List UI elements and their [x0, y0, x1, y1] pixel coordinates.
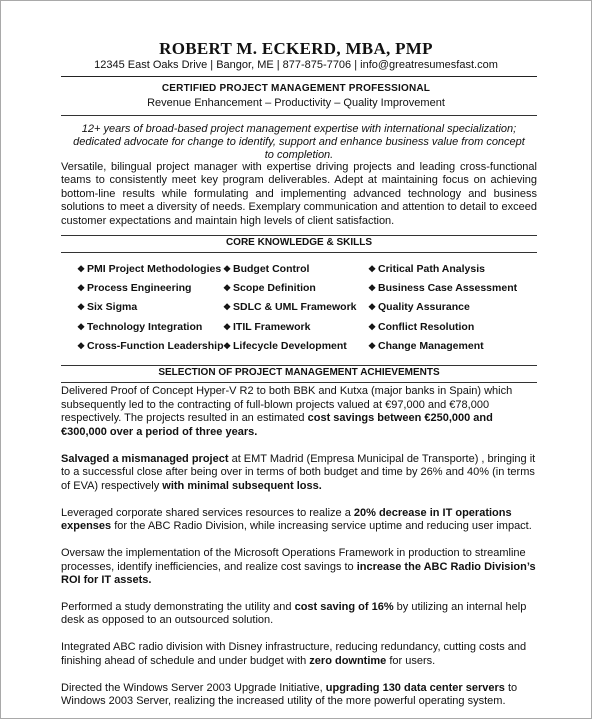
summary-highlight-line1: 12+ years of broad-based project management expertise with international specialization; [81, 123, 517, 135]
skills-column-2 [223, 263, 357, 359]
diamond-bullet-icon: ❖ [223, 340, 232, 351]
skills-heading: CORE KNOWLEDGE & SKILLS [225, 237, 373, 248]
skill-item: ❖ Cross-Function Leadership [77, 339, 224, 352]
achievements-bottom-divider [61, 382, 537, 383]
skill-item: ❖ Conflict Resolution [368, 320, 475, 333]
skill-item: ❖ Scope Definition [223, 282, 316, 295]
skill-item: ❖ Technology Integration [77, 320, 203, 333]
skill-item: ❖ Quality Assurance [368, 301, 470, 314]
diamond-bullet-icon: ❖ [77, 283, 86, 294]
diamond-bullet-icon: ❖ [368, 321, 377, 332]
skill-item: ❖ Process Engineering [77, 282, 192, 295]
achievement-item: Performed a study demonstrating the utility and cost saving of 16% by utilizing an internal help desk as opposed to an outsourced solution. [61, 600, 527, 627]
achievements-list [61, 385, 537, 722]
diamond-bullet-icon: ❖ [368, 264, 377, 274]
achievement-item: Delivered Proof of Concept Hyper-V R2 to both BBK and Kutxa (major banks in Spain) which subsequently led to the contracting of full-blown projects valued at €97,000 and €78,000 respectively. The projects resulted in an estimated cost savings between €250,000 and €300,000 over a period of three years. [61, 385, 513, 438]
skill-item: ❖ Business Case Assessment [368, 282, 518, 295]
tagline-divider [61, 115, 537, 116]
summary-highlight [71, 123, 527, 162]
diamond-bullet-icon: ❖ [77, 340, 86, 351]
skill-item: ❖ SDLC & UML Framework [223, 301, 357, 314]
header-divider [61, 76, 537, 77]
diamond-bullet-icon: ❖ [368, 283, 377, 294]
diamond-bullet-icon: ❖ [223, 283, 232, 294]
diamond-bullet-icon: ❖ [223, 321, 232, 332]
achievement-item: Salvaged a mismanaged project at EMT Madrid (Empresa Municipal de Transporte) , bringing it to a successful close after being over in terms of both budget and time by 26% and 40% (in terms of EVA) respectively with minimal subsequent loss. [61, 452, 536, 492]
tagline: Revenue Enhancement – Productivity – Quality Improvement [147, 97, 445, 109]
achievements-heading: SELECTION OF PROJECT MANAGEMENT ACHIEVEMENTS [158, 367, 440, 378]
certification-title: CERTIFIED PROJECT MANAGEMENT PROFESSIONAL [161, 83, 431, 94]
contact-line: 12345 East Oaks Drive | Bangor, ME | 877-875-7706 | info@greatresumesfast.com [94, 59, 498, 71]
diamond-bullet-icon: ❖ [77, 264, 86, 274]
skill-item: ❖ Six Sigma [77, 301, 138, 314]
skill-item: ❖ PMI Project Methodologies [77, 263, 222, 275]
skills-top-divider [61, 235, 537, 236]
candidate-name: ROBERT M. ECKERD, MBA, PMP [159, 39, 433, 58]
diamond-bullet-icon: ❖ [77, 302, 86, 313]
skills-bottom-divider [61, 252, 537, 253]
achievement-item: Leveraged corporate shared services resources to realize a 20% decrease in IT operations expenses for the ABC Radio Division, while increasing service uptime and reducing user impact. [61, 506, 532, 533]
diamond-bullet-icon: ❖ [77, 321, 86, 332]
diamond-bullet-icon: ❖ [368, 302, 377, 313]
achievements-top-divider [61, 365, 537, 366]
skill-item: ❖ Change Management [368, 339, 484, 352]
summary-paragraph: Versatile, bilingual project manager with expertise driving projects and leading cross-functional teams to consistently meet key program deliverables. Adept at maintaining focus on achieving bottom-line results while formulating and implementing advanced technology and business solutions to meet a diversity of needs. Exemplary communication and attention to detail to exceed customer expectations and maintain high levels of client satisfaction. [61, 161, 537, 227]
achievement-item: Directed the Windows Server 2003 Upgrade Initiative, upgrading 130 data center servers to Windows 2003 Server, realizing the increased utility of the more powerful operating system. [61, 681, 518, 708]
achievement-item: Oversaw the implementation of the Microsoft Operations Framework in production to streamline processes, identify inefficiencies, and realize cost savings to increase the ABC Radio Division’s ROI for IT assets. [61, 546, 536, 587]
skills-column-1 [77, 263, 224, 359]
skill-item: ❖ Budget Control [223, 263, 310, 275]
skill-item: ❖ Lifecycle Development [223, 339, 347, 352]
skills-column-3 [368, 263, 517, 359]
summary-highlight-line2: dedicated advocate for change to identify, support and enhance business value from concept to completion. [73, 136, 525, 161]
diamond-bullet-icon: ❖ [368, 340, 377, 351]
achievement-item: Integrated ABC radio division with Disney infrastructure, reducing redundancy, cutting costs and finishing ahead of schedule and under budget with zero downtime for users. [61, 641, 527, 667]
diamond-bullet-icon: ❖ [223, 264, 232, 274]
skill-item: ❖ Critical Path Analysis [368, 263, 485, 275]
diamond-bullet-icon: ❖ [223, 302, 232, 313]
skill-item: ❖ ITIL Framework [223, 320, 311, 333]
